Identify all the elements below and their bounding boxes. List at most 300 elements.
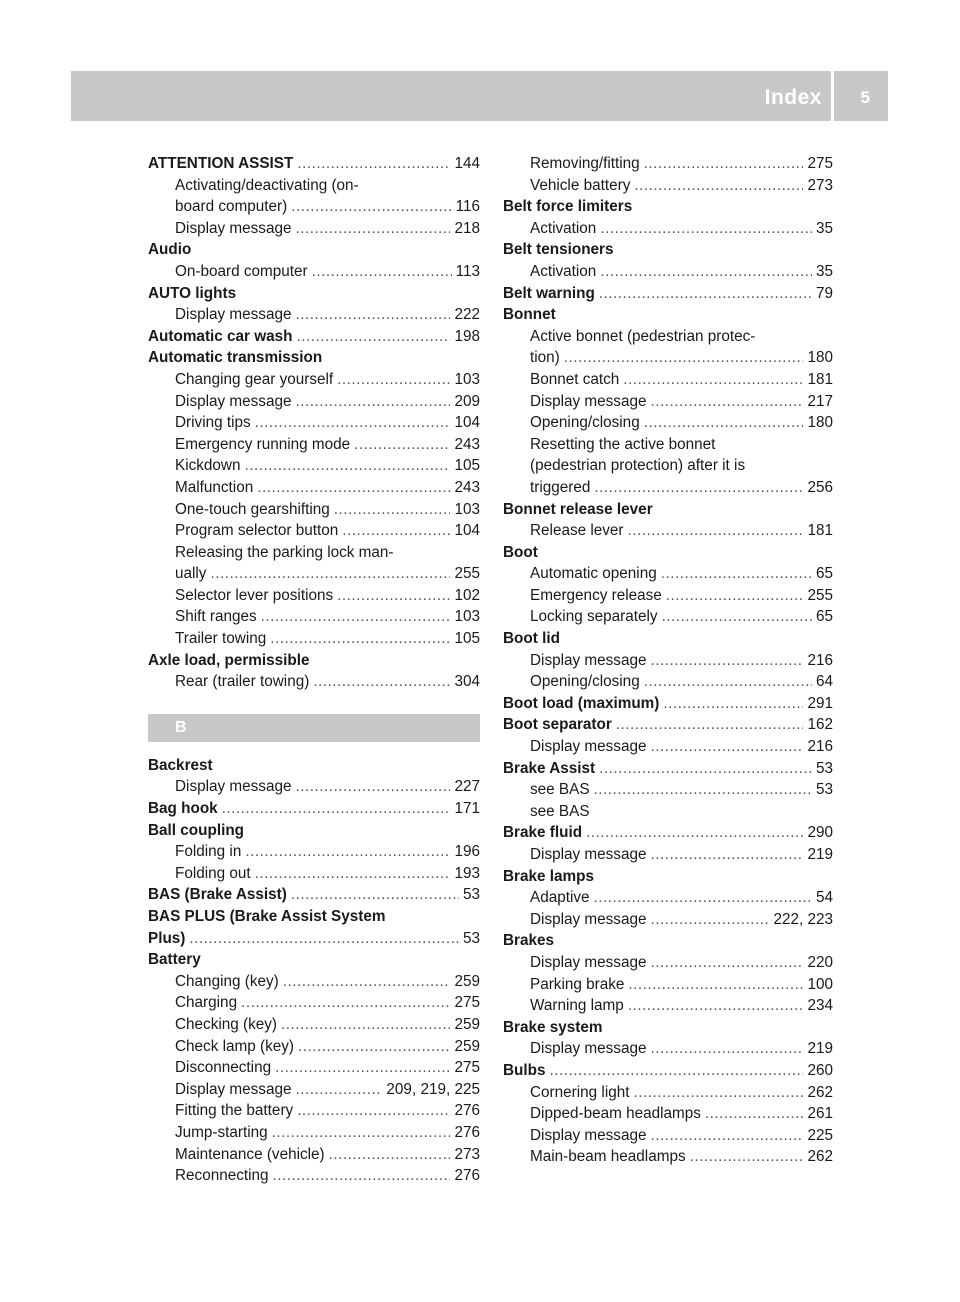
dot-leader — [650, 909, 769, 931]
page-reference: 180 — [807, 349, 833, 367]
index-subentry — [503, 153, 833, 175]
dot-leader — [281, 1014, 450, 1036]
index-entry — [503, 693, 833, 715]
page-reference: 53 — [815, 781, 833, 799]
index-subentry — [503, 455, 833, 477]
dot-leader — [650, 1125, 803, 1147]
entry-text: Changing gear yourself — [175, 370, 334, 388]
entry-text: Automatic opening — [530, 565, 657, 583]
index-subentry — [148, 1014, 480, 1036]
page-reference: 144 — [454, 155, 480, 172]
page-reference: 209, 219, 225 — [386, 1080, 480, 1098]
page-reference: 105 — [454, 457, 480, 475]
index-subentry — [148, 971, 480, 993]
index-entry — [503, 304, 833, 326]
index-column-right — [503, 153, 833, 1168]
entry-text: Display message — [530, 953, 647, 971]
entry-text: see BAS — [530, 781, 590, 799]
dot-leader — [650, 844, 803, 866]
entry-text: Locking separately — [530, 608, 658, 626]
entry-text: Boot load (maximum) — [503, 694, 660, 712]
entry-text: Brakes — [503, 932, 555, 950]
page-reference: 275 — [454, 994, 480, 1012]
page-reference: 262 — [807, 1083, 833, 1101]
entry-text: Release lever — [530, 522, 624, 540]
index-subentry — [503, 671, 833, 693]
page-reference: 262 — [807, 1148, 833, 1166]
index-subentry — [148, 499, 480, 521]
entry-text: Display message — [530, 651, 647, 669]
dot-leader — [661, 563, 812, 585]
entry-text: Changing (key) — [175, 972, 279, 990]
index-subentry — [148, 1122, 480, 1144]
entry-text: Brake Assist — [503, 759, 596, 777]
page-reference: 227 — [454, 778, 480, 796]
index-entry — [148, 949, 480, 971]
index-subentry — [503, 585, 833, 607]
entry-text: Display message — [175, 306, 292, 324]
page-reference: 217 — [807, 392, 833, 410]
page-reference: 219 — [807, 846, 833, 863]
dot-leader — [297, 153, 450, 175]
index-entry — [503, 758, 833, 780]
entry-text: Activation — [530, 262, 597, 280]
page-reference: 35 — [815, 262, 833, 280]
index-subentry — [503, 347, 833, 369]
entry-text: Cornering light — [530, 1083, 630, 1101]
page-reference: 180 — [807, 414, 833, 432]
entry-text: Checking (key) — [175, 1015, 278, 1033]
entry-text: Resetting the active bonnet — [530, 435, 716, 453]
page-reference: 216 — [807, 738, 833, 756]
entry-text: Active bonnet (pedestrian protec- — [530, 327, 756, 345]
page-reference: 275 — [454, 1059, 480, 1077]
index-subentry — [148, 369, 480, 391]
index-entry — [503, 866, 833, 888]
index-subentry — [148, 520, 480, 542]
page-reference: 102 — [454, 586, 480, 604]
dot-leader — [291, 884, 459, 906]
index-entry — [148, 906, 480, 928]
index-subentry — [148, 606, 480, 628]
entry-text: Backrest — [148, 756, 213, 774]
dot-leader — [298, 1036, 450, 1058]
entry-text: Display message — [175, 778, 292, 796]
dot-leader — [257, 477, 450, 499]
page-reference: 53 — [462, 886, 480, 904]
index-subentry — [148, 585, 480, 607]
entry-text: Display message — [530, 392, 647, 410]
index-entry — [503, 930, 833, 952]
index-subentry — [148, 671, 480, 693]
page-reference: 104 — [454, 522, 480, 540]
index-subentry — [503, 369, 833, 391]
index-entry — [503, 499, 833, 521]
index-subentry — [148, 1100, 480, 1122]
index-subentry — [503, 1103, 833, 1125]
entry-text: Activation — [530, 219, 597, 237]
index-subentry — [503, 412, 833, 434]
page-reference: 162 — [807, 716, 833, 734]
entry-text: Trailer towing — [175, 630, 267, 648]
index-entry — [148, 650, 480, 672]
entry-text: Adaptive — [530, 889, 590, 907]
index-entry — [503, 239, 833, 261]
section-letter-header: B — [148, 714, 480, 742]
page-reference: 65 — [815, 608, 833, 626]
dot-leader — [644, 671, 812, 693]
entry-text: Plus) — [148, 929, 186, 947]
entry-text: Main-beam headlamps — [530, 1148, 686, 1166]
dot-leader — [628, 974, 803, 996]
dot-leader — [586, 822, 803, 844]
index-entry — [503, 283, 833, 305]
entry-text: Emergency running mode — [175, 435, 351, 453]
entry-text: Display message — [530, 1040, 647, 1058]
entry-text: Display message — [530, 910, 647, 928]
entry-text: (pedestrian protection) after it is — [530, 457, 746, 475]
index-subentry — [148, 776, 480, 798]
entry-text: Maintenance (vehicle) — [175, 1145, 325, 1163]
page-reference: 291 — [807, 694, 833, 712]
page-reference: 53 — [462, 929, 480, 947]
page-reference: 219 — [807, 1040, 833, 1058]
index-subentry — [148, 391, 480, 413]
index-subentry — [503, 520, 833, 542]
dot-leader — [564, 347, 804, 369]
page-reference: 256 — [807, 478, 833, 496]
index-entry — [503, 1060, 833, 1082]
page-reference: 234 — [807, 997, 833, 1015]
entry-text: Audio — [148, 241, 192, 259]
dot-leader — [297, 1100, 450, 1122]
index-entry — [503, 196, 833, 218]
dot-leader — [295, 1079, 382, 1101]
page-reference: 105 — [454, 630, 480, 648]
dot-leader — [295, 218, 450, 240]
dot-leader — [297, 326, 451, 348]
page-reference: 273 — [454, 1145, 480, 1163]
index-subentry — [503, 391, 833, 413]
dot-leader — [594, 477, 803, 499]
page-reference: 113 — [455, 262, 480, 280]
index-subentry — [503, 606, 833, 628]
entry-text: Folding out — [175, 864, 251, 882]
entry-text: Charging — [175, 994, 238, 1012]
page-reference: 276 — [454, 1102, 480, 1120]
dot-leader — [244, 455, 450, 477]
index-entry — [503, 628, 833, 650]
entry-text: Dipped-beam headlamps — [530, 1105, 701, 1123]
dot-leader — [312, 261, 452, 283]
page-reference: 273 — [807, 176, 833, 194]
index-subentry — [148, 992, 480, 1014]
entry-text: One-touch gearshifting — [175, 500, 330, 518]
index-subentry — [503, 887, 833, 909]
dot-leader — [663, 693, 803, 715]
header-divider — [831, 71, 834, 121]
index-subentry — [503, 801, 833, 823]
page-reference: 103 — [454, 370, 480, 388]
dot-leader — [261, 606, 451, 628]
entry-text: Parking brake — [530, 975, 625, 993]
page-reference: 100 — [807, 975, 833, 993]
index-subentry — [503, 477, 833, 499]
page-reference: 220 — [807, 953, 833, 971]
entry-text: Display message — [530, 1126, 647, 1144]
index-entry — [148, 326, 480, 348]
page-reference: 198 — [454, 327, 480, 345]
index-entry — [148, 347, 480, 369]
entry-text: BAS PLUS (Brake Assist System — [148, 908, 386, 925]
index-subentry — [148, 1079, 480, 1101]
index-subentry — [503, 1082, 833, 1104]
index-subentry — [148, 218, 480, 240]
entry-text: Bulbs — [503, 1061, 546, 1079]
dot-leader — [600, 261, 812, 283]
page-header — [71, 71, 888, 121]
index-subentry — [503, 434, 833, 456]
entry-text: Display message — [175, 392, 292, 410]
index-subentry — [148, 863, 480, 885]
index-entry — [503, 822, 833, 844]
entry-text: Automatic transmission — [148, 349, 323, 367]
dot-leader — [241, 992, 450, 1014]
entry-text: Display message — [530, 738, 647, 756]
index-subentry — [148, 563, 480, 585]
page-reference: 290 — [807, 824, 833, 842]
index-entry — [148, 239, 480, 261]
entry-text: Bonnet catch — [530, 370, 620, 388]
page-number: 5 — [860, 88, 870, 107]
entry-text: see BAS — [530, 802, 590, 820]
dot-leader — [222, 798, 451, 820]
index-subentry — [503, 175, 833, 197]
entry-text: ATTENTION ASSIST — [148, 155, 294, 172]
page-reference: 193 — [454, 864, 480, 882]
index-subentry — [148, 1036, 480, 1058]
index-subentry — [503, 1038, 833, 1060]
page-reference: 275 — [807, 155, 833, 172]
entry-text: Brake lamps — [503, 867, 594, 885]
dot-leader — [273, 1165, 451, 1187]
dot-leader — [329, 1144, 451, 1166]
entry-text: Activating/deactivating (on- — [175, 176, 359, 194]
entry-text: Belt warning — [503, 284, 595, 302]
entry-text: BAS (Brake Assist) — [148, 886, 287, 904]
entry-text: Vehicle battery — [530, 176, 631, 194]
index-entry — [503, 542, 833, 564]
page-reference: 64 — [815, 673, 833, 691]
dot-leader — [633, 1082, 803, 1104]
dot-leader — [650, 736, 803, 758]
dot-leader — [666, 585, 804, 607]
page-reference: 222 — [454, 306, 480, 324]
entry-text: On-board computer — [175, 262, 308, 280]
entry-text: Driving tips — [175, 414, 251, 432]
dot-leader — [295, 391, 450, 413]
dot-leader — [650, 391, 803, 413]
dot-leader — [628, 995, 804, 1017]
page-reference: 103 — [454, 608, 480, 626]
index-subentry — [148, 196, 480, 218]
entry-text: Removing/fitting — [530, 155, 640, 172]
dot-leader — [599, 758, 812, 780]
entry-text: Emergency release — [530, 586, 662, 604]
dot-leader — [313, 671, 450, 693]
entry-text: Belt tensioners — [503, 241, 614, 259]
entry-text: Bag hook — [148, 800, 218, 818]
index-subentry — [148, 841, 480, 863]
page-reference: 276 — [454, 1123, 480, 1141]
dot-leader — [337, 369, 450, 391]
dot-leader — [650, 1038, 803, 1060]
entry-text: Bonnet — [503, 306, 556, 324]
page-reference: 79 — [815, 284, 833, 302]
page-reference: 259 — [454, 972, 480, 990]
index-subentry — [148, 628, 480, 650]
dot-leader — [210, 563, 450, 585]
dot-leader — [705, 1103, 804, 1125]
page-reference: 255 — [807, 586, 833, 604]
dot-leader — [295, 304, 450, 326]
page-reference: 225 — [807, 1126, 833, 1144]
entry-text: Folding in — [175, 843, 242, 861]
index-subentry — [148, 455, 480, 477]
entry-text: Reconnecting — [175, 1167, 269, 1185]
page-reference: 103 — [454, 500, 480, 518]
entry-text: triggered — [530, 478, 591, 496]
page-reference: 255 — [454, 565, 480, 583]
entry-text: Ball coupling — [148, 821, 245, 839]
page-reference: 259 — [454, 1037, 480, 1055]
dot-leader — [255, 412, 451, 434]
index-entry — [148, 798, 480, 820]
index-subentry — [148, 1165, 480, 1187]
entry-text: Bonnet release lever — [503, 500, 653, 518]
index-subentry — [148, 304, 480, 326]
entry-text: Selector lever positions — [175, 586, 334, 604]
entry-text: Check lamp (key) — [175, 1037, 295, 1055]
index-subentry — [503, 218, 833, 240]
index-subentry — [503, 995, 833, 1017]
page-reference: 181 — [807, 522, 833, 540]
dot-leader — [334, 499, 451, 521]
page-reference: 116 — [455, 198, 480, 216]
index-subentry — [148, 1144, 480, 1166]
entry-text: tion) — [530, 349, 560, 367]
page-reference: 196 — [454, 843, 480, 861]
page-reference: 261 — [807, 1105, 833, 1123]
dot-leader — [291, 196, 451, 218]
entry-text: Releasing the parking lock man- — [175, 543, 394, 561]
dot-leader — [662, 606, 812, 628]
index-subentry — [503, 909, 833, 931]
entry-text: Belt force limiters — [503, 198, 633, 216]
index-entry — [148, 283, 480, 305]
page-reference: 276 — [454, 1167, 480, 1185]
page-reference: 171 — [454, 800, 480, 818]
index-subentry — [503, 261, 833, 283]
page-reference: 260 — [807, 1061, 833, 1079]
entry-text: board computer) — [175, 198, 288, 216]
index-entry — [148, 153, 480, 175]
index-entry — [503, 714, 833, 736]
entry-text: Rear (trailer towing) — [175, 673, 310, 691]
page-reference: 259 — [454, 1015, 480, 1033]
index-subentry — [148, 175, 480, 197]
dot-leader — [337, 585, 450, 607]
page-reference: 209 — [454, 392, 480, 410]
page-reference: 54 — [815, 889, 833, 907]
entry-text: Automatic car wash — [148, 327, 293, 345]
dot-leader — [270, 628, 450, 650]
index-subentry — [503, 650, 833, 672]
index-subentry — [148, 412, 480, 434]
index-subentry — [148, 261, 480, 283]
page-reference: 218 — [454, 219, 480, 237]
index-subentry — [503, 779, 833, 801]
dot-leader — [189, 928, 459, 950]
entry-text: Brake system — [503, 1018, 603, 1036]
dot-leader — [600, 218, 812, 240]
index-entry — [148, 820, 480, 842]
dot-leader — [690, 1146, 804, 1168]
index-subentry — [503, 563, 833, 585]
index-entry — [503, 1017, 833, 1039]
entry-text: Malfunction — [175, 478, 254, 496]
entry-text: Shift ranges — [175, 608, 257, 626]
index-subentry — [503, 1125, 833, 1147]
dot-leader — [634, 175, 803, 197]
dot-leader — [594, 887, 812, 909]
dot-leader — [283, 971, 451, 993]
section-title: Index — [764, 86, 822, 109]
dot-leader — [550, 1060, 804, 1082]
index-subentry — [503, 1146, 833, 1168]
entry-text: Axle load, permissible — [148, 651, 310, 669]
index-subentry — [148, 434, 480, 456]
entry-text: Fitting the battery — [175, 1102, 294, 1120]
index-subentry — [148, 542, 480, 564]
page-reference: 216 — [807, 651, 833, 669]
index-entry — [148, 928, 480, 950]
page-reference: 53 — [815, 759, 833, 777]
entry-text: Display message — [175, 1080, 292, 1098]
dot-leader — [275, 1057, 450, 1079]
page-reference: 65 — [815, 565, 833, 583]
index-subentry — [503, 952, 833, 974]
entry-text: ually — [175, 565, 207, 583]
dot-leader — [644, 153, 804, 175]
dot-leader — [354, 434, 450, 456]
index-entry — [148, 884, 480, 906]
index-entry — [148, 755, 480, 777]
entry-text: Kickdown — [175, 457, 241, 475]
page-reference: 222, 223 — [773, 910, 833, 928]
entry-text: Jump-starting — [175, 1123, 268, 1141]
dot-leader — [245, 841, 450, 863]
dot-leader — [650, 650, 803, 672]
dot-leader — [628, 520, 804, 542]
entry-text: Disconnecting — [175, 1059, 272, 1077]
index-column-left — [148, 153, 480, 1187]
page-reference: 35 — [815, 219, 833, 237]
entry-text: AUTO lights — [148, 284, 237, 302]
page-reference: 243 — [454, 478, 480, 496]
entry-text: Boot lid — [503, 630, 560, 648]
entry-text: Program selector button — [175, 522, 339, 540]
